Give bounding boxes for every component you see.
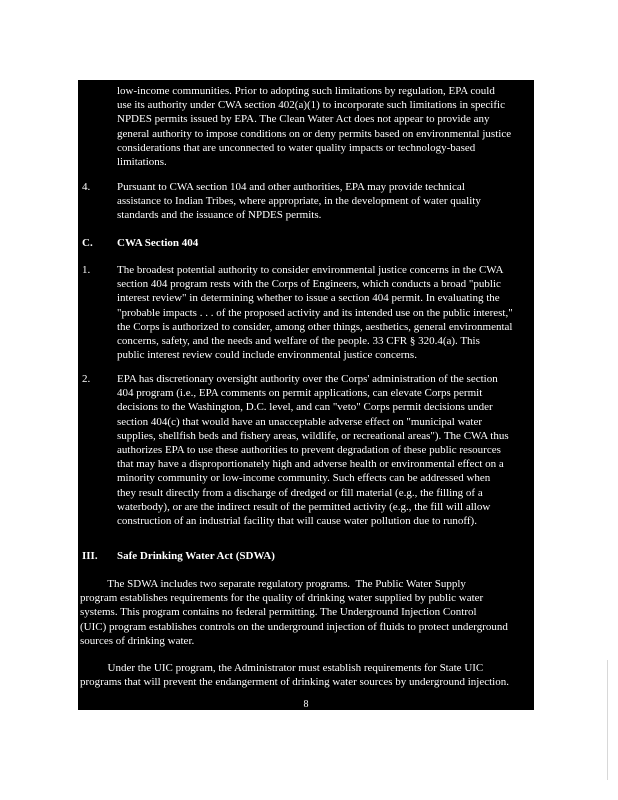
text-line: NPDES permits issued by EPA. The Clean Water Act does not appear to provide any bbox=[117, 113, 490, 126]
section-title: Safe Drinking Water Act (SDWA) bbox=[117, 550, 275, 562]
list-item-number: 2. bbox=[82, 373, 91, 385]
sdwa-paragraph-1 bbox=[80, 577, 532, 648]
text-line: (UIC) program establishes controls on the underground injection of fluids to protect underground bbox=[80, 620, 508, 633]
text-line: EPA has discretionary oversight authority over the Corps' administration of the section bbox=[117, 373, 498, 385]
text-line: minority community or low-income community. Such effects can be addressed when bbox=[117, 472, 491, 485]
text-line: assistance to Indian Tribes, where appropriate, in the development of water quality bbox=[117, 195, 481, 208]
text-line: they result directly from a discharge of dredged or fill material (e.g., the filling of a bbox=[117, 486, 483, 499]
text-line: authorizes EPA to use these authorities to prevent degradation of these public resources bbox=[117, 444, 501, 457]
text-line: Under the UIC program, the Administrator must establish requirements for State UIC bbox=[80, 662, 484, 674]
text-line: public interest review could include environmental justice concerns. bbox=[117, 349, 417, 362]
text-line: that may have a disproportionately high and adverse health or environmental effect on a bbox=[117, 458, 504, 471]
text-line: low-income communities. Prior to adopting such limitations by regulation, EPA could bbox=[117, 85, 495, 97]
text-line: concerns, safety, and the needs and welfare of the people. 33 CFR § 320.4(a). This bbox=[117, 335, 480, 348]
list-item-number: 4. bbox=[82, 181, 91, 193]
text-line: 404 program (i.e., EPA comments on permit applications, can elevate Corps permit bbox=[117, 387, 483, 400]
text-line: waterbody), or are the indirect result of the permitted activity (e.g., the fill will allow bbox=[117, 500, 491, 513]
text-line: supplies, shellfish beds and fishery areas, wildlife, or recreational areas"). The CWA thus bbox=[117, 429, 509, 442]
list-item-number: 1. bbox=[82, 264, 91, 276]
sdwa-paragraph-2 bbox=[80, 661, 532, 689]
document-page-block bbox=[78, 80, 534, 710]
text-line: "probable impacts . . . of the proposed activity and its intended use on the public interest," bbox=[117, 306, 513, 319]
text-line: sources of drinking water. bbox=[80, 634, 195, 647]
text-line: standards and the issuance of NPDES permits. bbox=[117, 209, 322, 222]
text-line: interest review" in determining whether to issue a section 404 permit. In evaluating the bbox=[117, 292, 500, 305]
text-line: decisions to the Washington, D.C. level, and can "veto" Corps permit decisions under bbox=[117, 401, 493, 414]
text-line: The SDWA includes two separate regulatory programs. The Public Water Supply bbox=[80, 578, 466, 590]
text-line: Pursuant to CWA section 104 and other authorities, EPA may provide technical bbox=[117, 181, 465, 193]
section-number: III. bbox=[82, 550, 98, 562]
text-line: limitations. bbox=[117, 156, 167, 169]
text-line: considerations that are unconnected to water quality impacts or technology-based bbox=[117, 141, 476, 154]
text-line: program establishes requirements for the quality of drinking water supplied by public water bbox=[80, 592, 484, 605]
text-line: section 404(c) that would have an unacceptable adverse effect on "municipal water bbox=[117, 415, 482, 428]
section-title: CWA Section 404 bbox=[117, 237, 199, 249]
text-line: section 404 program rests with the Corps of Engineers, which conducts a broad "public bbox=[117, 278, 501, 291]
text-line: systems. This program contains no federal permitting. The Underground Injection Control bbox=[80, 606, 477, 619]
page-number: 8 bbox=[303, 699, 309, 710]
text-line: The broadest potential authority to consider environmental justice concerns in the CWA bbox=[117, 264, 504, 276]
text-line: construction of an industrial facility that will cause water pollution due to runoff). bbox=[117, 515, 477, 528]
text-line: use its authority under CWA section 402(a)(1) to incorporate such limitations in specific bbox=[117, 99, 505, 112]
text-line: general authority to impose conditions on or deny permits based on environmental justice bbox=[117, 127, 512, 140]
text-line: programs that will prevent the endangerment of drinking water sources by underground injection. bbox=[80, 676, 509, 689]
text-line: the Corps is authorized to consider, among other things, aesthetics, general environmental bbox=[117, 320, 513, 333]
section-number: C. bbox=[82, 237, 93, 249]
scan-edge-line bbox=[607, 660, 608, 780]
